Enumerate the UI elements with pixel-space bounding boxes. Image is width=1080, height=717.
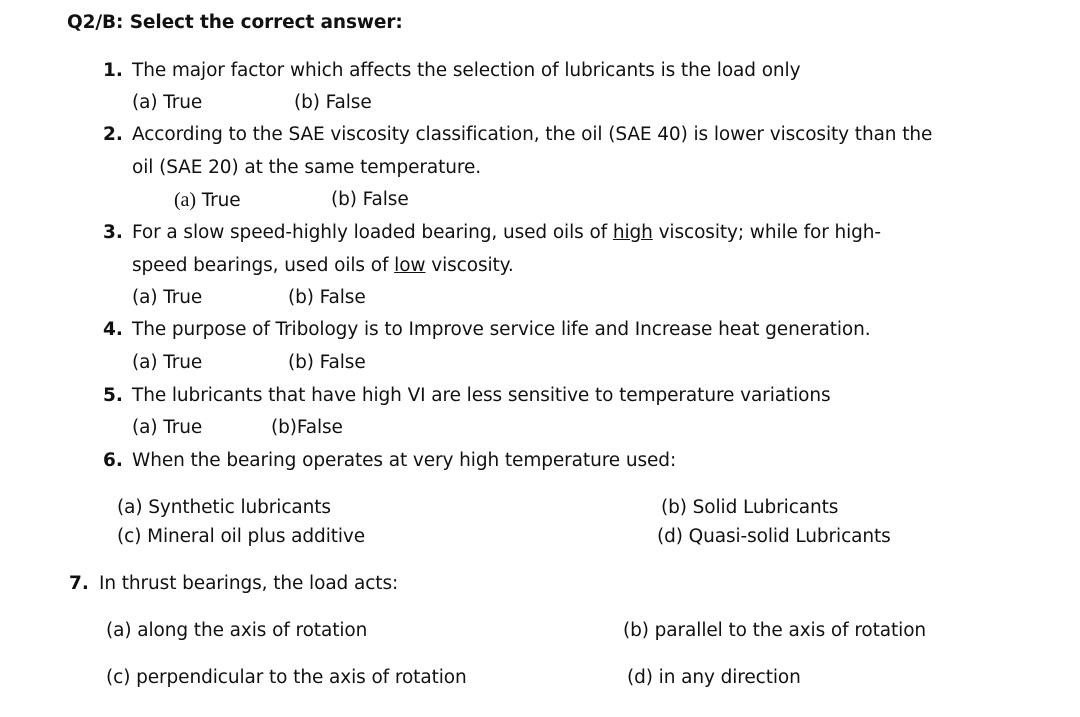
question-3-line-2-pre: speed bearings, used oils of — [132, 255, 395, 276]
question-5-option-a: (a) True — [132, 417, 203, 438]
question-7-option-b: (b) parallel to the axis of rotation — [623, 620, 927, 641]
question-3-option-b: (b) False — [288, 287, 366, 308]
question-2-option-a-prefix: (a) — [174, 189, 196, 211]
question-4-number: 4. — [103, 319, 123, 340]
question-6-option-b: (b) Solid Lubricants — [661, 497, 839, 518]
question-2-line-2: oil (SAE 20) at the same temperature. — [132, 157, 482, 178]
question-6-option-d: (d) Quasi-solid Lubricants — [657, 526, 891, 547]
question-5-option-b: (b)False — [271, 417, 343, 438]
question-1-option-b: (b) False — [294, 92, 372, 113]
question-4-option-b: (b) False — [288, 352, 366, 373]
question-2-option-b: (b) False — [331, 189, 409, 210]
question-7-option-d: (d) in any direction — [627, 667, 801, 688]
question-1-text: The major factor which affects the selection of lubricants is the load only — [132, 60, 801, 81]
question-2-line-1: According to the SAE viscosity classification, the oil (SAE 40) is lower viscosity than the — [132, 124, 933, 145]
question-7-option-a: (a) along the axis of rotation — [106, 620, 368, 641]
underlined-high: high — [612, 222, 653, 243]
question-3-line-2 — [132, 254, 514, 278]
question-7-text: In thrust bearings, the load acts: — [99, 573, 399, 594]
question-6-text: When the bearing operates at very high temperature used: — [132, 450, 677, 471]
question-3-line-1-post: viscosity; while for high- — [652, 222, 882, 243]
question-6-option-a: (a) Synthetic lubricants — [117, 497, 331, 518]
question-2-option-a-word: True — [201, 190, 241, 211]
question-6-number: 6. — [103, 450, 123, 471]
question-4-option-a: (a) True — [132, 352, 203, 373]
question-5-text: The lubricants that have high VI are less sensitive to temperature variations — [132, 385, 831, 406]
question-7-number: 7. — [69, 573, 89, 594]
question-5-number: 5. — [103, 385, 123, 406]
question-3-option-a: (a) True — [132, 287, 203, 308]
question-3-line-1 — [132, 221, 881, 245]
question-3-number: 3. — [103, 222, 123, 243]
question-6-option-c: (c) Mineral oil plus additive — [117, 526, 366, 547]
question-2-number: 2. — [103, 124, 123, 145]
question-3-line-2-post: viscosity. — [425, 255, 514, 276]
question-1-option-a: (a) True — [132, 92, 203, 113]
question-4-text: The purpose of Tribology is to Improve service life and Increase heat generation. — [132, 319, 871, 340]
question-2-option-a — [174, 188, 241, 213]
question-7-option-c: (c) perpendicular to the axis of rotation — [106, 667, 467, 688]
section-title: Q2/B: Select the correct answer: — [67, 12, 403, 33]
underlined-low: low — [394, 255, 426, 276]
question-1-number: 1. — [103, 60, 123, 81]
question-3-line-1-pre: For a slow speed-highly loaded bearing, used oils of — [132, 222, 613, 243]
